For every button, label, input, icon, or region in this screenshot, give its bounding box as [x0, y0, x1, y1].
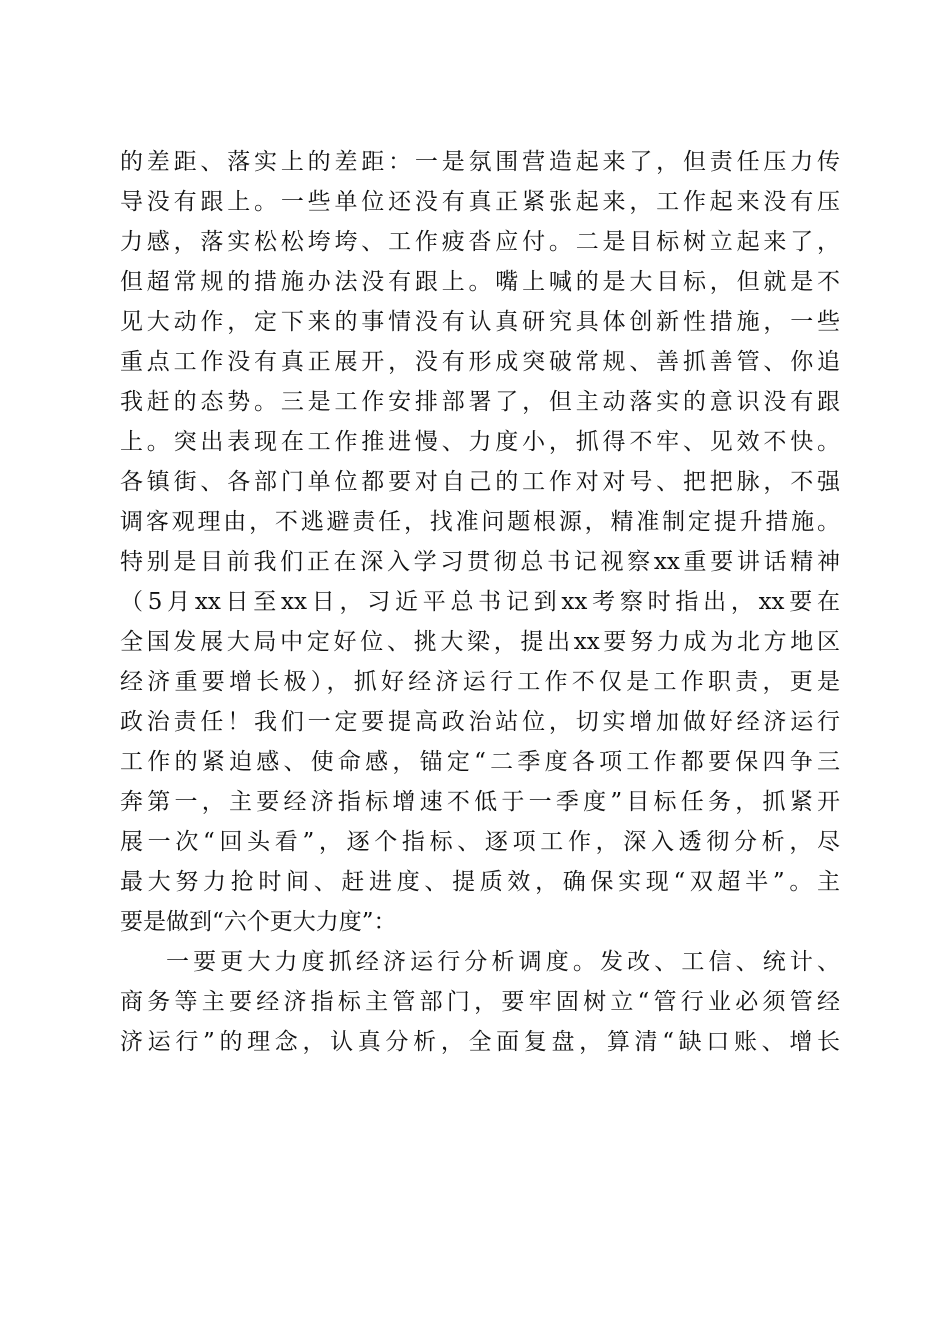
text-line: 调客观理由，不逃避责任，找准问题根源，精准制定提升措施。 [120, 509, 840, 535]
text-line-paragraph-end: 要是做到“六个更大力度”： [120, 909, 397, 935]
text-line: 上。突出表现在工作推进慢、力度小，抓得不牢、见效不快。 [120, 429, 840, 455]
text-line: 全国发展大局中定好位、挑大梁，提出xx要努力成为北方地区 [120, 629, 840, 655]
text-line: 工作的紧迫感、使命感，锚定“二季度各项工作都要保四争三 [120, 749, 840, 775]
text-line: 政治责任！我们一定要提高政治站位，切实增加做好经济运行 [120, 709, 840, 735]
text-line: 奔第一，主要经济指标增速不低于一季度”目标任务，抓紧开 [120, 789, 840, 815]
text-line: 特别是目前我们正在深入学习贯彻总书记视察xx重要讲话精神 [120, 549, 840, 575]
text-line: 重点工作没有真正展开，没有形成突破常规、善抓善管、你追 [120, 349, 840, 375]
text-line: 最大努力抢时间、赶进度、提质效，确保实现“双超半”。主 [120, 869, 840, 895]
text-line: 导没有跟上。一些单位还没有真正紧张起来，工作起来没有压 [120, 189, 840, 215]
text-line: 但超常规的措施办法没有跟上。嘴上喊的是大目标，但就是不 [120, 269, 840, 295]
text-line-paragraph-start: 一要更大力度抓经济运行分析调度。发改、工信、统计、 [166, 949, 840, 975]
text-line: 展一次“回头看”，逐个指标、逐项工作，深入透彻分析，尽 [120, 829, 840, 855]
text-line: 力感，落实松松垮垮、工作疲沓应付。二是目标树立起来了， [120, 229, 840, 255]
text-line: 各镇街、各部门单位都要对自己的工作对对号、把把脉，不强 [120, 469, 840, 495]
text-line: 见大动作，定下来的事情没有认真研究具体创新性措施，一些 [120, 309, 840, 335]
text-line: 的差距、落实上的差距：一是氛围营造起来了，但责任压力传 [120, 149, 840, 175]
text-line: 经济重要增长极），抓好经济运行工作不仅是工作职责，更是 [120, 669, 840, 695]
body-text [120, 142, 840, 1062]
text-line: 济运行”的理念，认真分析，全面复盘，算清“缺口账、增长 [120, 1029, 840, 1055]
text-line: 商务等主要经济指标主管部门，要牢固树立“管行业必须管经 [120, 989, 840, 1015]
text-line: 我赶的态势。三是工作安排部署了，但主动落实的意识没有跟 [120, 389, 840, 415]
text-line: （5月xx日至xx日，习近平总书记到xx考察时指出，xx要在 [120, 589, 840, 615]
